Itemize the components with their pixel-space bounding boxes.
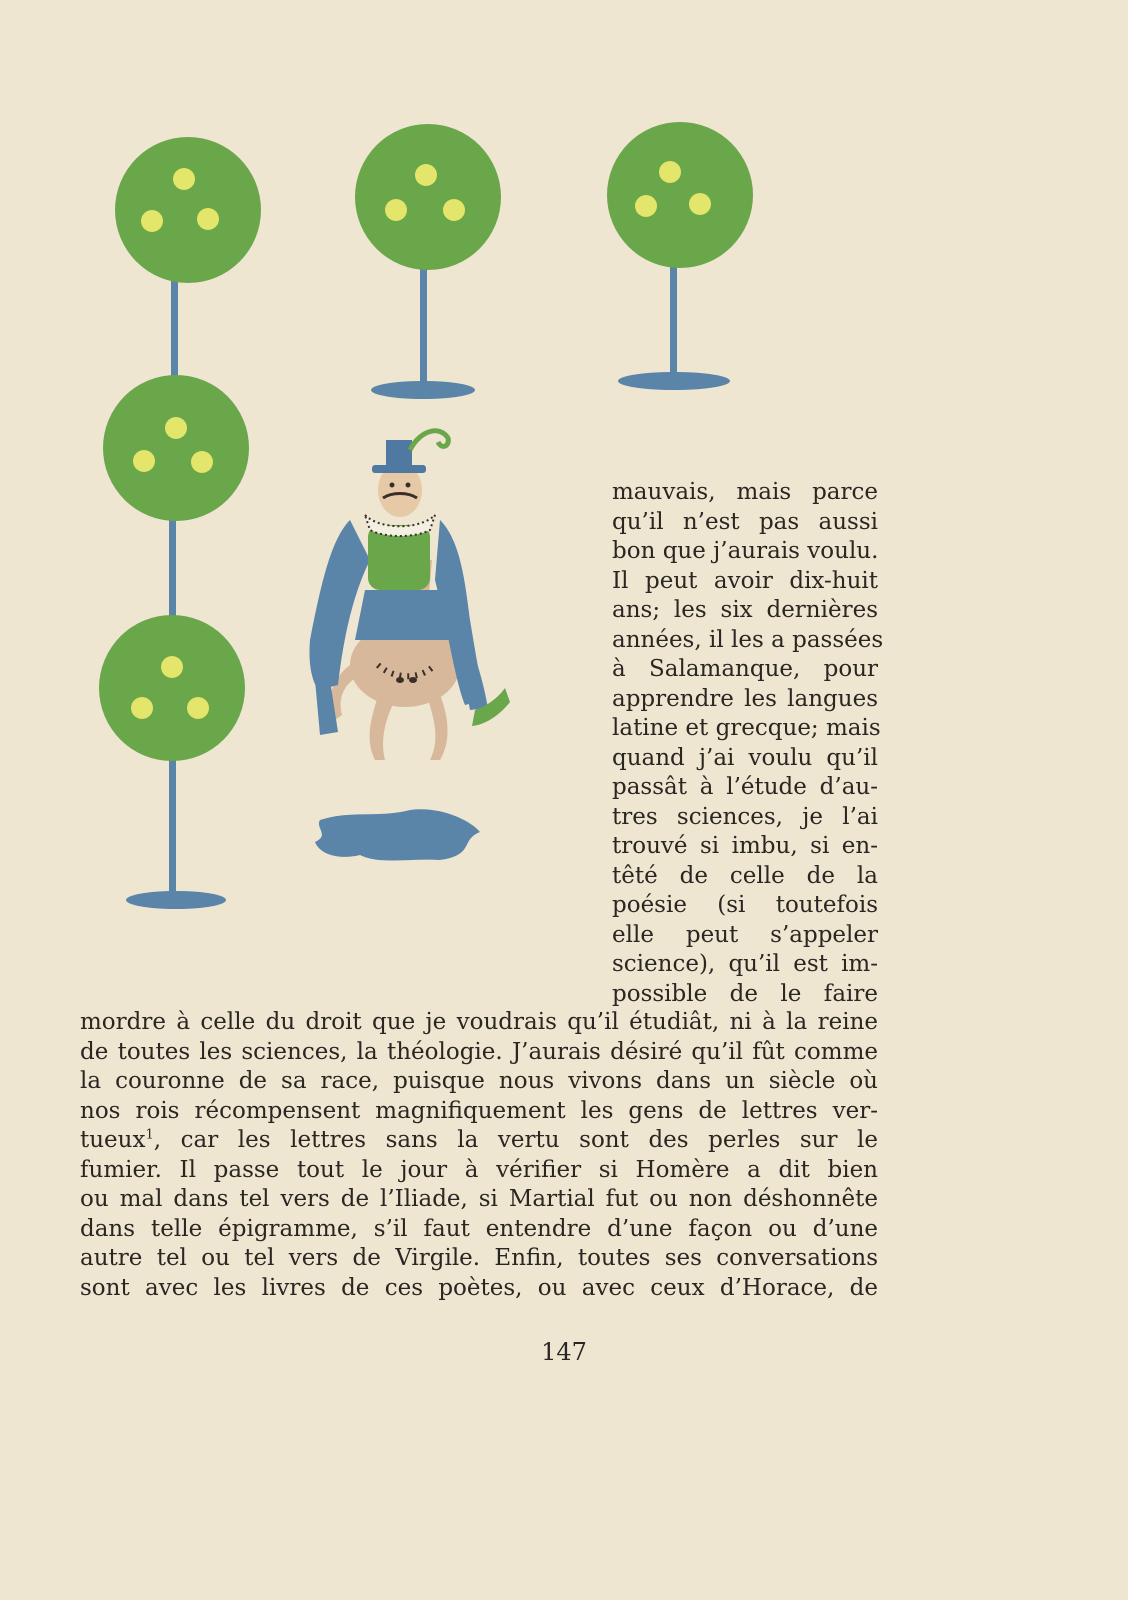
text-line: fumier. Il passe tout le jour à vérifier si Homère a dit bien bbox=[80, 1156, 878, 1183]
text-line: elle peut s’appeler bbox=[612, 921, 878, 948]
text-line: passât à l’étude d’au- bbox=[612, 774, 878, 800]
footnote-marker[interactable]: 1 bbox=[145, 1127, 154, 1143]
text-line: sont avec les livres de ces poètes, ou avec ceux d’Horace, de bbox=[80, 1274, 878, 1301]
text-line: qu’il n’est pas aussi bbox=[612, 508, 878, 535]
text-line: science), qu’il est im- bbox=[612, 951, 878, 977]
text-line: têté de celle de la bbox=[612, 862, 878, 889]
text-line: latine et grecque; mais bbox=[612, 715, 881, 741]
tree-top-left bbox=[115, 137, 261, 400]
text-line: Il peut avoir dix-huit bbox=[612, 567, 878, 594]
text-line: de toutes les sciences, la théologie. J’aurais désiré qu’il fût comme bbox=[80, 1038, 878, 1065]
text-line: autre tel ou tel vers de Virgile. Enfin, toutes ses conversations bbox=[80, 1245, 878, 1271]
text-line: nos rois récompensent magnifiquement les gens de lettres ver- bbox=[80, 1097, 878, 1124]
text-line: mordre à celle du droit que je voudrais qu’il étudiât, ni à la reine bbox=[80, 1009, 878, 1035]
text-line: possible de le faire bbox=[612, 980, 878, 1007]
tree-middle-left bbox=[103, 375, 249, 635]
text-fragment: , car les lettres sans la vertu sont des perles sur le bbox=[153, 1127, 878, 1153]
text-line: dans telle épigramme, s’il faut entendre d’une façon ou d’une bbox=[80, 1215, 878, 1242]
tree-top-right bbox=[607, 122, 753, 390]
text-line: quand j’ai voulu qu’il bbox=[612, 744, 878, 771]
text-line: apprendre les langues bbox=[612, 685, 878, 712]
text-line: ans; les six dernières bbox=[612, 597, 878, 623]
text-line: trouvé si imbu, si en- bbox=[612, 833, 878, 859]
text-line: bon que j’aurais voulu. bbox=[612, 538, 879, 564]
text-line: années, il les a passées bbox=[612, 626, 884, 653]
text-line: ou mal dans tel vers de l’Iliade, si Martial fut ou non déshonnête bbox=[80, 1186, 878, 1212]
text-line: poésie (si toutefois bbox=[612, 892, 878, 918]
page-number: 147 bbox=[541, 1338, 587, 1366]
text-fragment: tueux bbox=[80, 1127, 146, 1153]
full-width-text bbox=[80, 1008, 878, 1303]
tree-bottom-left bbox=[99, 615, 245, 909]
narrow-text-column bbox=[612, 478, 884, 1009]
text-line: la couronne de sa race, puisque nous vivons dans un siècle où bbox=[80, 1068, 878, 1094]
text-line-with-footnote bbox=[80, 1126, 878, 1156]
text-line: mauvais, mais parce bbox=[612, 479, 878, 505]
tree-top-middle bbox=[355, 124, 501, 399]
text-line: tres sciences, je l’ai bbox=[612, 803, 878, 830]
text-line: à Salamanque, pour bbox=[612, 656, 878, 682]
rider-on-horse bbox=[309, 431, 510, 861]
